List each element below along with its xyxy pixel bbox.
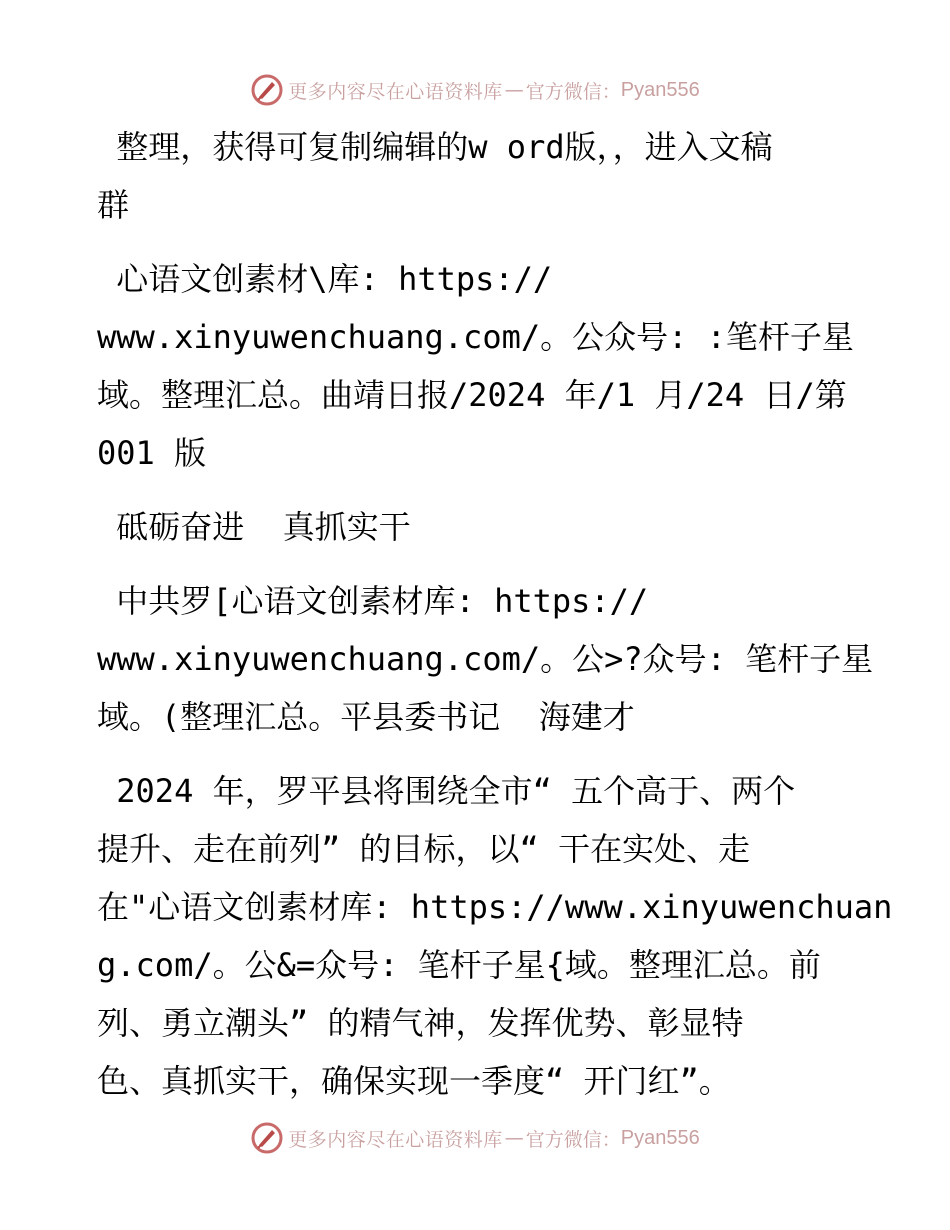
header-banner — [0, 70, 950, 110]
quill-pen-icon — [250, 1121, 284, 1155]
paragraph-author — [97, 572, 874, 746]
text-line: 列、勇立潮头” 的精气神，发挥优势、彰显特 — [97, 1004, 744, 1042]
text-line: 色、真抓实干，确保实现一季度“ 开门红”。 — [97, 1062, 731, 1100]
text-line: 心语文创素材\库: https:// — [97, 260, 553, 298]
text-line: 整理，获得可复制编辑的w ord版，，进入文稿 — [97, 128, 773, 166]
paragraph-source — [97, 250, 857, 482]
text-line: 域。(整理汇总。平县委书记 海建才 — [97, 698, 635, 736]
banner-text: 更多内容尽在心语资料库 — [288, 80, 503, 103]
text-line: 群 — [97, 186, 130, 224]
footer-banner — [0, 1118, 950, 1158]
text-line: 在"心语文创素材库: https://www.xinyuwenchuan — [97, 888, 893, 926]
banner-wechat-label: 官方微信： — [525, 1128, 621, 1151]
text-line: 中共罗[心语文创素材库: https:// — [97, 582, 649, 620]
text-line: www.xinyuwenchuang.com/。公>?众号: 笔杆子星 — [97, 640, 874, 678]
paragraph-body — [97, 762, 893, 1110]
text-line: g.com/。公&=众号: 笔杆子星{域。整理汇总。前 — [97, 946, 821, 984]
text-line: 2024 年，罗平县将围绕全市“ 五个高于、两个 — [97, 772, 796, 810]
banner-text: 更多内容尽在心语资料库 — [288, 1128, 503, 1151]
banner-separator: — — [504, 1127, 524, 1149]
banner-wechat-label: 官方微信： — [525, 80, 621, 103]
text-line: 砥砺奋进 真抓实干 — [97, 508, 411, 546]
text-line: www.xinyuwenchuang.com/。公众号: :笔杆子星 — [97, 318, 854, 356]
document-body — [97, 118, 893, 1110]
quill-pen-icon — [250, 73, 284, 107]
text-line: 提升、走在前列” 的目标，以“ 干在实处、走 — [97, 830, 751, 868]
banner-wechat-id: Pyan556 — [620, 78, 700, 101]
text-line: 域。整理汇总。曲靖日报/2024 年/1 月/24 日/第 — [97, 376, 847, 414]
paragraph-title — [97, 498, 857, 556]
paragraph-intro — [97, 118, 857, 234]
text-line: 001 版 — [97, 434, 207, 472]
banner-separator: — — [504, 79, 524, 101]
banner-wechat-id: Pyan556 — [620, 1126, 700, 1149]
